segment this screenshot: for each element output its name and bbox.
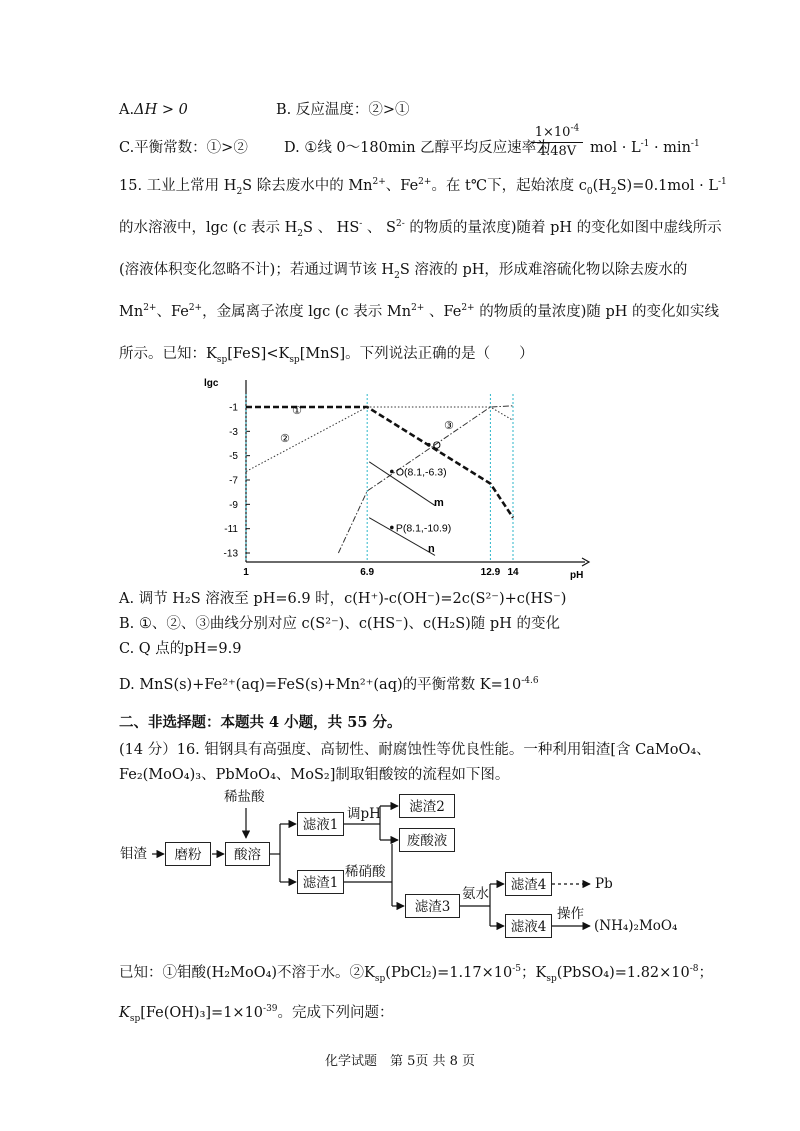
q16-stem-line2: Fe₂(MoO₄)₃、PbMoO₄、MoS₂]制取钼酸铵的流程如下图。 xyxy=(119,767,510,783)
q15-stem-line1: 15. 工业上常用 $H_2S$ 除去废水中的 $Mn^{2+}$、$Fe^{2+}$。在 t℃下，起始浓度 $c_0(H_2S)=0.1mol \cdot L^{-1}$ xyxy=(119,177,727,197)
q15-stem-line3: (溶液体积变化忽略不计)；若通过调节该 $H_2S$ 溶液的 pH，形成难溶硫化物以除去废水的 xyxy=(119,262,688,281)
x-tick-label: 1 xyxy=(243,567,249,578)
flow-box-waste-acid: 废酸液 xyxy=(399,828,455,852)
y-axis-label: lgc xyxy=(204,378,219,389)
line-label-n: n xyxy=(428,543,435,555)
line-label-m: m xyxy=(434,497,444,509)
q14-option-d-unit: mol · $L^{-1} \cdot \min^{-1}$ xyxy=(590,139,700,156)
y-tick-label: -5 xyxy=(229,451,238,463)
x-axis-label: pH xyxy=(570,570,584,581)
flow-start-label: 钼渣 xyxy=(120,846,147,862)
point-label-P: P(8.1,-10.9) xyxy=(395,522,452,535)
known-line2: $K_{sp}[Fe(OH)_3]=1\times 10^{-39}$。完成下列问题： xyxy=(119,1004,394,1024)
x-tick-label: 14 xyxy=(507,567,519,578)
flow-box-residue4: 滤渣4 xyxy=(505,872,552,896)
flow-box-grind: 磨粉 xyxy=(165,842,211,866)
curve-label-2: ② xyxy=(280,433,290,445)
flow-box-acid-dissolve: 酸溶 xyxy=(225,842,270,866)
q14-option-b: B. 反应温度：②>① xyxy=(276,102,410,118)
flow-label-product: (NH₄)₂MoO₄ xyxy=(594,918,678,934)
y-tick-label: -3 xyxy=(229,426,238,438)
x-tick-label: 6.9 xyxy=(360,567,375,578)
flow-box-residue1: 滤渣1 xyxy=(297,870,344,894)
flow-box-residue2: 滤渣2 xyxy=(399,794,455,818)
page-footer: 化学试题 第 5页 共 8 页 xyxy=(324,1054,476,1069)
section-2-heading: 二、非选择题：本题共 4 小题，共 55 分。 xyxy=(119,714,402,731)
flow-box-filtrate1: 滤液1 xyxy=(297,812,344,836)
q15-stem-line2: 的水溶液中，lgc (c 表示 $H_2S$ 、 HS- 、 $S^{2-}$ 的物质的量浓度)随着 pH 的变化如图中虚线所示 xyxy=(119,219,722,239)
q14-option-d: D. ①线 0～180min 乙醇平均反应速率为 xyxy=(284,140,551,156)
q15-stem-line4: $Mn^{2+}$、$Fe^{2+}$，金属离子浓度 lgc (c 表示 $Mn^{2+}$ 、$Fe^{2+}$ 的物质的量浓度)随 pH 的变化如实线 xyxy=(119,303,720,320)
curve-label-3: ③ xyxy=(444,420,454,432)
q14-option-d-fraction: $1\times 10^{-4}$ 4.48V xyxy=(531,124,583,161)
x-tick-label: 12.9 xyxy=(480,567,501,578)
q15-option-a: A. 调节 H₂S 溶液至 pH=6.9 时，c(H⁺)-c(OH⁻)=2c(S²⁻)+c(HS⁻) xyxy=(119,591,567,607)
y-tick-label: -7 xyxy=(229,475,238,487)
flow-label-hcl: 稀盐酸 xyxy=(224,789,265,805)
y-tick-label: -9 xyxy=(229,499,238,511)
q15-option-b: B. ①、②、③曲线分别对应 c(S²⁻)、c(HS⁻)、c(H₂S)随 pH 的变化 xyxy=(119,616,560,632)
flow-box-residue3: 滤渣3 xyxy=(405,894,460,918)
point-label-O: O(8.1,-6.3) xyxy=(395,466,447,479)
q14-option-c: C.平衡常数：①>② xyxy=(119,140,248,156)
flow-label-adjust-ph: 调pH xyxy=(347,806,381,822)
q14-option-a: A.ΔH > 0 xyxy=(119,102,188,118)
flow-box-filtrate4: 滤液4 xyxy=(505,914,552,938)
q15-option-d: D. MnS(s)+Fe²⁺(aq)=FeS(s)+Mn²⁺(aq)的平衡常数 $K=10^{-4.6}$ xyxy=(119,676,539,693)
y-tick-label: -13 xyxy=(223,548,238,560)
q15-option-c: C. Q 点的pH=9.9 xyxy=(119,641,242,657)
point-label-Q: Q xyxy=(432,439,441,452)
q15-stem-line5: 所示。已知：$K_{sp}[FeS]<K_{sp}[MnS]$。下列说法正确的是（ ） xyxy=(119,346,534,365)
y-tick-label: -11 xyxy=(224,524,238,536)
flow-label-hno3: 稀硝酸 xyxy=(345,864,386,880)
flow-label-ammonia: 氨水 xyxy=(462,886,489,902)
flow-label-operation: 操作 xyxy=(557,906,584,922)
y-tick-label: -1 xyxy=(229,402,238,414)
curve-label-1: ① xyxy=(292,405,302,417)
known-line1: 已知：①钼酸(H₂MoO₄)不溶于水。$②K_{sp}(PbCl_2)=1.17\times 10^{-5}$；$K_{sp}(PbSO_4)=1.82\times 10^{-8}$； xyxy=(119,964,714,984)
q16-stem-line1: (14 分）16. 钼钢具有高强度、高韧性、耐腐蚀性等优良性能。一种利用钼渣[含 CaMoO₄、 xyxy=(119,742,711,758)
flow-label-pb: Pb xyxy=(595,876,613,892)
